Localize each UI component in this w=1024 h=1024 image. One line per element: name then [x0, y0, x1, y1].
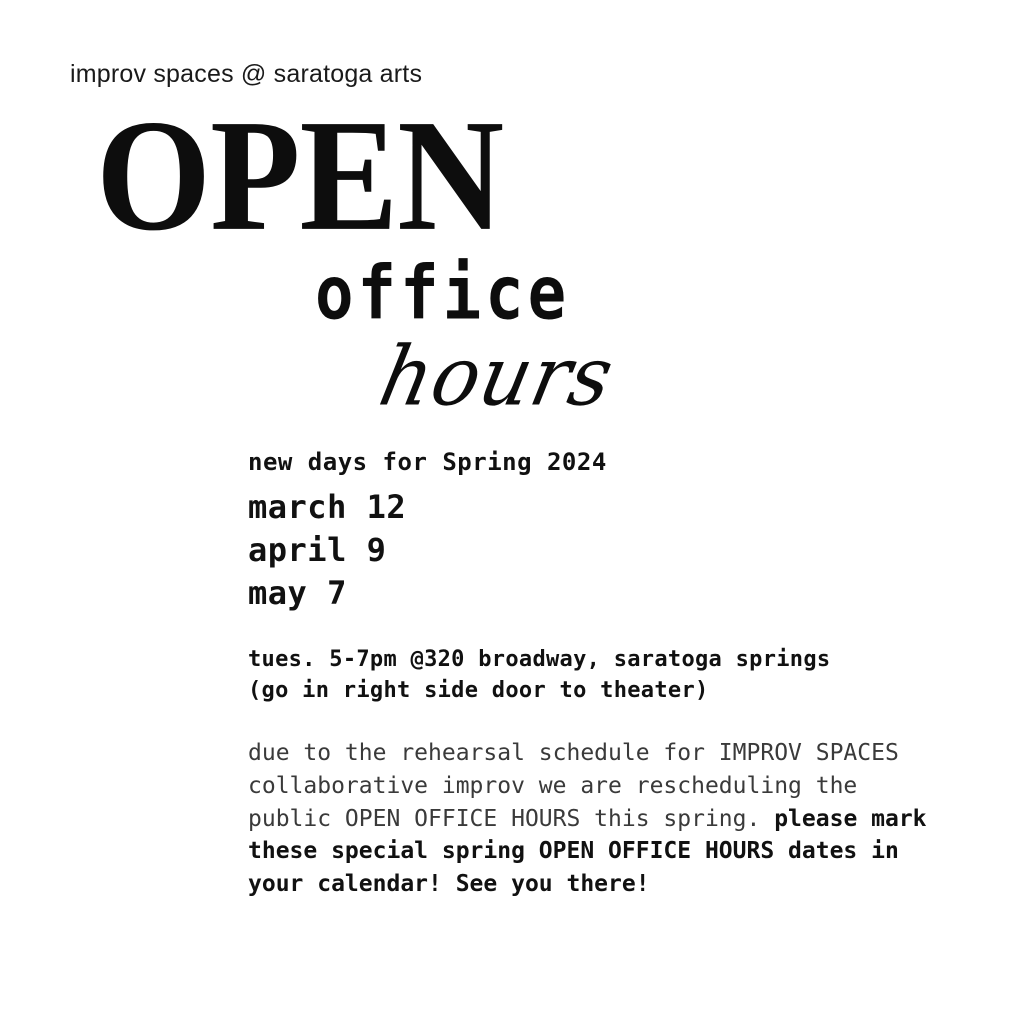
note-light-text: due to the rehearsal schedule for IMPROV SPACES collaborative improv we are rescheduling the public OPEN OFFICE HOURS this spring.	[248, 740, 899, 832]
organization-kicker: improv spaces @ saratoga arts	[70, 60, 423, 88]
date-item-3: may 7	[248, 574, 347, 613]
title-word-office: office	[315, 252, 571, 338]
explanatory-note	[248, 737, 948, 900]
location-time-block	[248, 644, 948, 708]
date-item-2: april 9	[248, 531, 387, 570]
date-item-1: march 12	[248, 488, 407, 526]
location-time-line-1: tues. 5-7pm @320 broadway, saratoga springs	[248, 646, 831, 672]
note-bold-text: please mark these special spring OPEN OFFICE HOURS dates in your calendar! See you there!	[248, 805, 927, 897]
poster-body	[248, 448, 948, 901]
title-word-hours: hours	[371, 330, 622, 425]
location-time-line-2: (go in right side door to theater)	[248, 678, 709, 704]
title-word-open: OPEN	[96, 87, 504, 265]
new-days-label: new days for Spring 2024	[248, 448, 607, 476]
